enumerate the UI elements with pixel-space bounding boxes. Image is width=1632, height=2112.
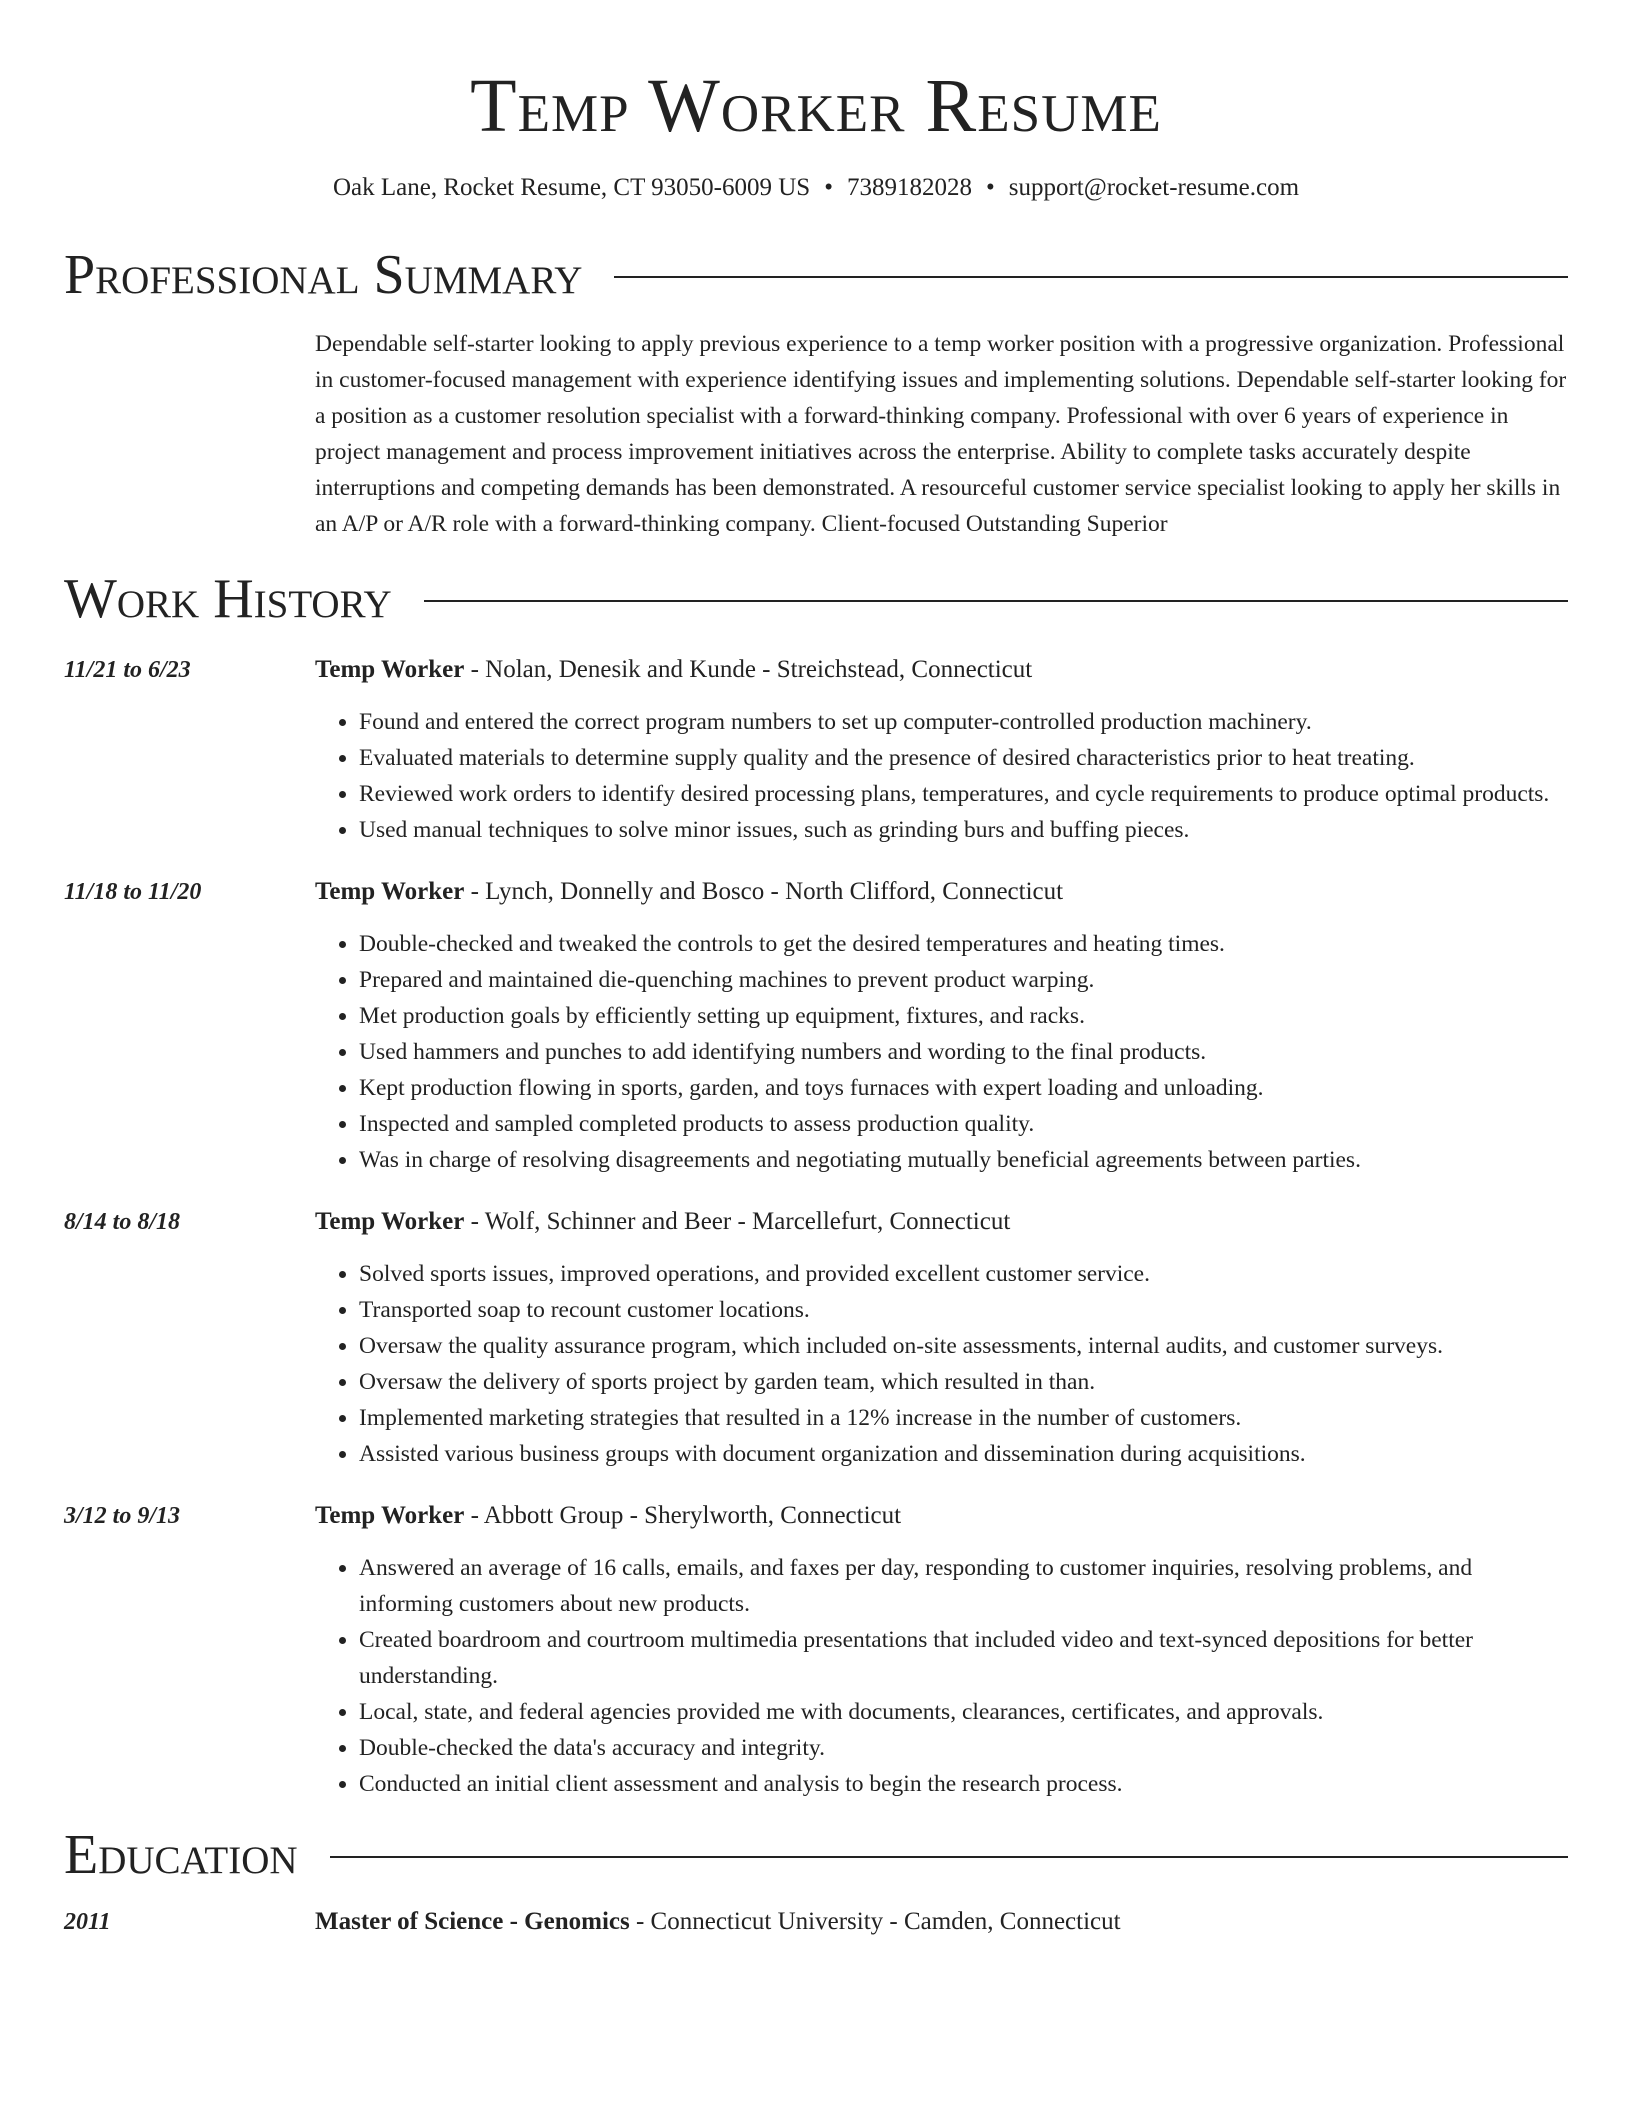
education-line [315,1904,1568,1940]
job-details: - Nolan, Denesik and Kunde - Streichstead, Connecticut [464,656,1033,683]
job-title-line [315,1498,1568,1534]
job-title-line [315,652,1568,688]
job-bullet: • Met production goals by efficiently setting up equipment, fixtures, and racks. [359,998,1568,1034]
job-entry [64,1204,1568,1472]
job-bullet: • Evaluated materials to determine supply quality and the presence of desired characteristics prior to heat treating. [359,740,1568,776]
education-heading: Education [64,1824,298,1886]
work-heading: Work History [64,568,392,630]
job-details: - Wolf, Schinner and Beer - Marcellefurt, Connecticut [464,1208,1011,1235]
job-entry [64,1498,1568,1802]
job-date: 11/21 to 6/23 [64,657,191,683]
education-details: - Connecticut University - Camden, Connecticut [629,1908,1121,1935]
work-history-list [64,652,1568,1802]
job-title-line [315,874,1568,910]
summary-heading: Professional Summary [64,244,583,306]
contact-line [64,172,1568,204]
job-bullet: • Assisted various business groups with document organization and dissemination during acquisitions. [359,1436,1568,1472]
job-bullet: • Oversaw the quality assurance program, which included on-site assessments, internal audits, and customer surveys. [359,1328,1568,1364]
job-bullet: • Used hammers and punches to add identifying numbers and wording to the final products. [359,1034,1568,1070]
work-section-header [64,566,1568,632]
job-bullet: • Local, state, and federal agencies provided me with documents, clearances, certificates, and approvals. [359,1694,1568,1730]
job-entry [64,874,1568,1178]
job-bullets [315,1550,1568,1802]
contact-phone: 7389182028 [846,174,972,201]
education-body [315,1904,1568,1940]
job-bullet: • Inspected and sampled completed products to assess production quality. [359,1106,1568,1142]
resume-title: Temp Worker Resume [470,64,1162,148]
job-role: Temp Worker [315,1502,465,1529]
job-role: Temp Worker [315,1208,465,1235]
job-bullet: • Conducted an initial client assessment and analysis to begin the research process. [359,1766,1568,1802]
job-title-line [315,1204,1568,1240]
job-bullet: • Prepared and maintained die-quenching machines to prevent product warping. [359,962,1568,998]
job-date: 8/14 to 8/18 [64,1209,181,1235]
job-bullet: • Double-checked and tweaked the controls to get the desired temperatures and heating times. [359,926,1568,962]
education-entry [64,1904,1568,1940]
job-bullet: • Created boardroom and courtroom multimedia presentations that included video and text-synced depositions for better understanding. [359,1622,1568,1694]
job-bullet: • Used manual techniques to solve minor issues, such as grinding burs and buffing pieces. [359,812,1568,848]
job-date: 11/18 to 11/20 [64,879,202,905]
job-details: - Abbott Group - Sherylworth, Connecticut [464,1502,902,1529]
job-bullet: • Solved sports issues, improved operations, and provided excellent customer service. [359,1256,1568,1292]
job-date: 3/12 to 9/13 [64,1503,181,1529]
job-bullets [315,926,1568,1178]
job-bullet: • Transported soap to recount customer locations. [359,1292,1568,1328]
contact-separator: • [824,174,833,201]
job-details: - Lynch, Donnelly and Bosco - North Clifford, Connecticut [464,878,1064,905]
job-bullet: • Reviewed work orders to identify desired processing plans, temperatures, and cycle requirements to produce optimal products. [359,776,1568,812]
job-body [315,874,1568,1178]
job-bullet: • Double-checked the data's accuracy and integrity. [359,1730,1568,1766]
education-section-header [64,1822,1568,1888]
job-role: Temp Worker [315,656,465,683]
job-entry [64,652,1568,848]
summary-text: Dependable self-starter looking to apply previous experience to a temp worker position with a progressive organization. Professional in customer-focused management with experience identifying issues and implementing solutions. Dependable self-starter looking for a position as a customer resolution specialist with a forward-thinking company. Professional with over 6 years of experience in project management and process improvement initiatives across the enterprise. Ability to complete tasks accurately despite interruptions and competing demands has been demonstrated. A resourceful customer service specialist looking to apply her skills in an A/P or A/R role with a forward-thinking company. Client-focused Outstanding Superior [315,331,1567,537]
job-bullet: • Implemented marketing strategies that resulted in a 12% increase in the number of customers. [359,1400,1568,1436]
job-bullets [315,704,1568,848]
section-divider [614,276,1568,278]
section-divider [424,600,1568,602]
job-bullet: • Was in charge of resolving disagreements and negotiating mutually beneficial agreements between parties. [359,1142,1568,1178]
contact-address: Oak Lane, Rocket Resume, CT 93050-6009 US [332,174,811,201]
summary-section-header [64,242,1568,308]
job-body [315,1498,1568,1802]
section-divider [330,1856,1568,1858]
job-role: Temp Worker [315,878,465,905]
education-date: 2011 [64,1909,111,1935]
education-degree: Master of Science - Genomics [315,1908,630,1935]
contact-separator: • [985,174,995,201]
job-bullet: • Answered an average of 16 calls, emails, and faxes per day, responding to customer inquiries, resolving problems, and informing customers about new products. [359,1550,1568,1622]
job-body [315,652,1568,848]
job-bullet: • Oversaw the delivery of sports project by garden team, which resulted in than. [359,1364,1568,1400]
job-body [315,1204,1568,1472]
job-bullet: • Kept production flowing in sports, garden, and toys furnaces with expert loading and unloading. [359,1070,1568,1106]
contact-email: support@rocket-resume.com [1008,174,1300,201]
job-bullets [315,1256,1568,1472]
job-bullet: • Found and entered the correct program numbers to set up computer-controlled production machinery. [359,704,1568,740]
